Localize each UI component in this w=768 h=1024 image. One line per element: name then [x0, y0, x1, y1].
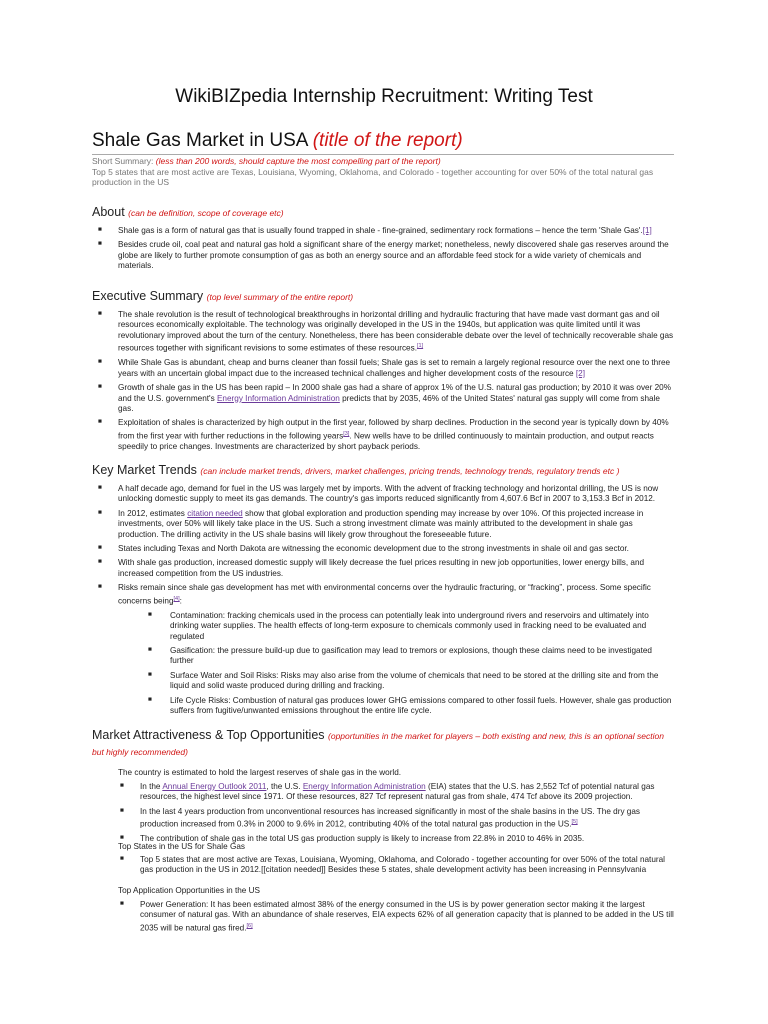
document-title: WikiBIZpedia Internship Recruitment: Writing Test — [175, 86, 593, 107]
citation-link[interactable]: [5] — [571, 819, 578, 826]
aeo-link[interactable]: Annual Energy Outlook 2011 — [162, 782, 267, 791]
exec-heading — [92, 289, 353, 303]
short-summary — [92, 156, 674, 188]
list-item — [118, 807, 674, 831]
list-item — [96, 544, 674, 554]
citation-link[interactable]: [3] — [343, 430, 350, 437]
summary-label: Short Summary: — [92, 156, 154, 166]
list-item — [96, 358, 674, 379]
list-item — [96, 310, 674, 354]
opportunities-heading-text: Market Attractiveness & Top Opportunities — [92, 728, 325, 742]
item-text: Risks remain since shale gas development has met with environmental concerns over the hydraulic fracturing, or “fracking”, process. Some specific concerns being — [118, 583, 651, 606]
list-item — [96, 583, 674, 716]
item-text: predicts that by 2035, 46% of the United States' natural gas supply will come from shale gas. — [118, 393, 660, 413]
item-text: Shale gas is a form of natural gas that is usually found trapped in shale - fine-grained, sedimentary rock formations – hence the term 'Shale Gas'. — [118, 226, 643, 235]
applications-list — [118, 900, 674, 938]
item-text: The shale revolution is the result of technological breakthroughs in horizontal drilling and hydraulic fracturing that have made vast dormant gas and oil resources economically exploitable. The technology was originally developed in the US in the 1940s, but application was quite limited until it was revolutionary improved about the turn of the century. Nonetheless, there has been considerable debate over the level of technically recoverable shale gas resources together with significant revisions to some estimates of these resources. — [118, 310, 674, 353]
about-heading — [92, 205, 284, 219]
item-text: With shale gas production, increased domestic supply will likely decrease the fuel prices resulting in new job opportunities, lower energy bills, and increased competition from the US industries. — [118, 558, 645, 578]
opportunities-list — [118, 782, 674, 849]
sub-list-item: ■ Gasification: the pressure build-up due to gasification may lead to tremors or explosions, though these claims need to be investigated further — [118, 646, 674, 667]
list-item — [96, 558, 674, 579]
list-item — [118, 782, 674, 803]
list-item: ■ Top 5 states that are most active are Texas, Louisiana, Wyoming, Oklahoma, and Colorado - together accounting for over 50% of the total natural gas production in the US in 2012.[[citation needed]] Besides these 5 states, shale development activity has been increasing in Pennsylvania — [118, 855, 674, 876]
risk-sublist — [118, 611, 674, 717]
item-text: In 2012, estimates — [118, 508, 188, 518]
list-item — [96, 509, 674, 540]
citation-link[interactable]: [1] — [642, 226, 652, 235]
summary-note: (less than 200 words, should capture the most compelling part of the report) — [155, 156, 441, 166]
about-heading-text: About — [92, 205, 125, 219]
item-text: , the U.S. — [266, 782, 303, 791]
report-title-text: Shale Gas Market in USA — [92, 130, 308, 151]
exec-heading-text: Executive Summary — [92, 289, 204, 303]
item-text: In the last 4 years production from unconventional resources has increased significantly in most of the shale basins in the US. The dry gas production increased from 0.3% in 2000 to 9.6% in 2012, contributing 40% of the total natural gas production in the US. — [140, 806, 641, 829]
trends-heading — [92, 463, 619, 477]
list-item — [96, 418, 674, 452]
exec-list — [96, 310, 674, 456]
citation-link[interactable]: [2] — [575, 368, 585, 378]
about-list — [96, 226, 674, 276]
states-heading: Top States in the US for Shale Gas — [118, 842, 245, 851]
item-text: In the — [140, 782, 163, 791]
item-text: Besides crude oil, coal peat and natural gas hold a significant share of the energy market; nonetheless, newly discovered shale gas reserves around the globe are likely to further promote consumption of gas as both an energy source and an affordable feed stock for a wide variety of chemicals and materials. — [118, 240, 669, 271]
citation-needed-link[interactable]: citation needed — [187, 508, 243, 518]
opportunities-note: (opportunities in the market for players – both existing and new, this is an optional section but highly recommended) — [92, 731, 664, 757]
item-text: States including Texas and North Dakota are witnessing the economic development due to the strong investments in shale oil and gas sector. — [118, 544, 629, 554]
item-text: While Shale Gas is abundant, cheap and burns cleaner than fossil fuels; Shale gas is set to remain a largely regional resource over the next one to three years with an uncertain global impact due to the increased technical challenges and higher development costs of the resource — [118, 358, 671, 378]
opportunities-heading — [92, 728, 674, 760]
item-text: Exploitation of shales is characterized by high output in the first year, followed by sharp declines. Production in the second year is typically down by 40% from the first year with further reductions in the following years — [118, 418, 669, 441]
item-text: : — [179, 596, 182, 606]
list-item — [96, 484, 674, 505]
item-text: Growth of shale gas in the US has been rapid – In 2000 shale gas had a share of approx 1% of the U.S. natural gas production; by 2010 it was over 20% and the U.S. government's — [118, 383, 672, 403]
about-note: (can be definition, scope of coverage etc) — [128, 208, 284, 218]
sub-list-item: ■ Life Cycle Risks: Combustion of natural gas produces lower GHG emissions compared to other fossil fuels. However, shale gas production suffers from fugitive/unwanted emissions throughout the entire life cycle. — [118, 696, 674, 717]
item-text: . New wells have to be drilled continuously to maintain production, and output reacts speedily to price changes. Investments are characterized by short payback periods. — [118, 431, 654, 451]
item-text: Power Generation: It has been estimated almost 38% of the energy consumed in the US is by power generation sector making it the largest consumer of natural gas. With an abundance of shale reserves, EIA expects 62% of all generation capacity that is planned to be added in the US till 2035 will be natural gas fired. — [140, 900, 674, 933]
trends-list — [96, 484, 674, 720]
divider — [92, 154, 674, 155]
eia-link[interactable]: Energy Information Administration — [302, 782, 426, 791]
list-item — [118, 900, 674, 934]
trends-heading-text: Key Market Trends — [92, 463, 197, 477]
opportunities-intro: The country is estimated to hold the largest reserves of shale gas in the world. — [118, 768, 402, 777]
citation-link[interactable]: [1] — [416, 343, 424, 350]
item-text: A half decade ago, demand for fuel in the US was largely met by imports. With the advent of fracking technology and horizontal drilling, the US is now unlocking domestic supply to meet its gas demands. The country's gas imports reduced significantly from 4,607.6 Bcf in 2007 to 3,153.3 Bcf in 2012. — [118, 484, 659, 504]
item-text: show that global exploration and production spending may increase by over 10%. Of this projected increase in investments, over 50% will likely take place in the US. Such a strong investment climate was mainly attributed to the development in shale gas production. The drilling activity in the US shale basins will likely grow throughout the foreseeable future. — [118, 508, 644, 539]
citation-link[interactable]: [6] — [246, 922, 253, 929]
report-title-note: (title of the report) — [312, 130, 463, 151]
report-title — [92, 130, 463, 152]
list-item — [96, 240, 674, 271]
sub-list-item: ■ Contamination: fracking chemicals used in the process can potentially leak into underground rivers and reservoirs and ultimately into drinking water supplies. The health effects of long-term exposure to chemicals commonly used in fracking need to be evaluated and regulated — [118, 611, 674, 642]
eia-link[interactable]: Energy Information Administration — [216, 393, 340, 403]
sub-list-item: ■ Surface Water and Soil Risks: Risks may also arise from the volume of chemicals that need to be stored at the drilling site and from the liquid and solid waste produced during drilling and fracking. — [118, 671, 674, 692]
exec-note: (top level summary of the entire report) — [206, 292, 354, 302]
trends-note: (can include market trends, drivers, market challenges, pricing trends, technology trends, regulatory trends etc ) — [200, 466, 620, 476]
item-text: The contribution of shale gas in the total US gas production supply is likely to increase from 22.8% in 2010 to 46% in 2035. — [140, 834, 585, 844]
citation-link[interactable]: [4] — [173, 595, 180, 602]
states-list — [118, 855, 674, 880]
list-item — [96, 383, 674, 414]
item-text: (EIA) states that the U.S. has 2,552 Tcf of potential natural gas resources, the highest level since 1971. Of these resources, 827 Tcf represent natural gas from shale, 474 Tcf above its 2009 projection. — [140, 782, 655, 802]
applications-heading: Top Application Opportunities in the US — [118, 886, 260, 895]
list-item — [96, 226, 674, 236]
summary-text: Top 5 states that are most active are Texas, Louisiana, Wyoming, Oklahoma, and Colorado - together accounting for over 50% of the total natural gas production in the US — [92, 166, 654, 187]
